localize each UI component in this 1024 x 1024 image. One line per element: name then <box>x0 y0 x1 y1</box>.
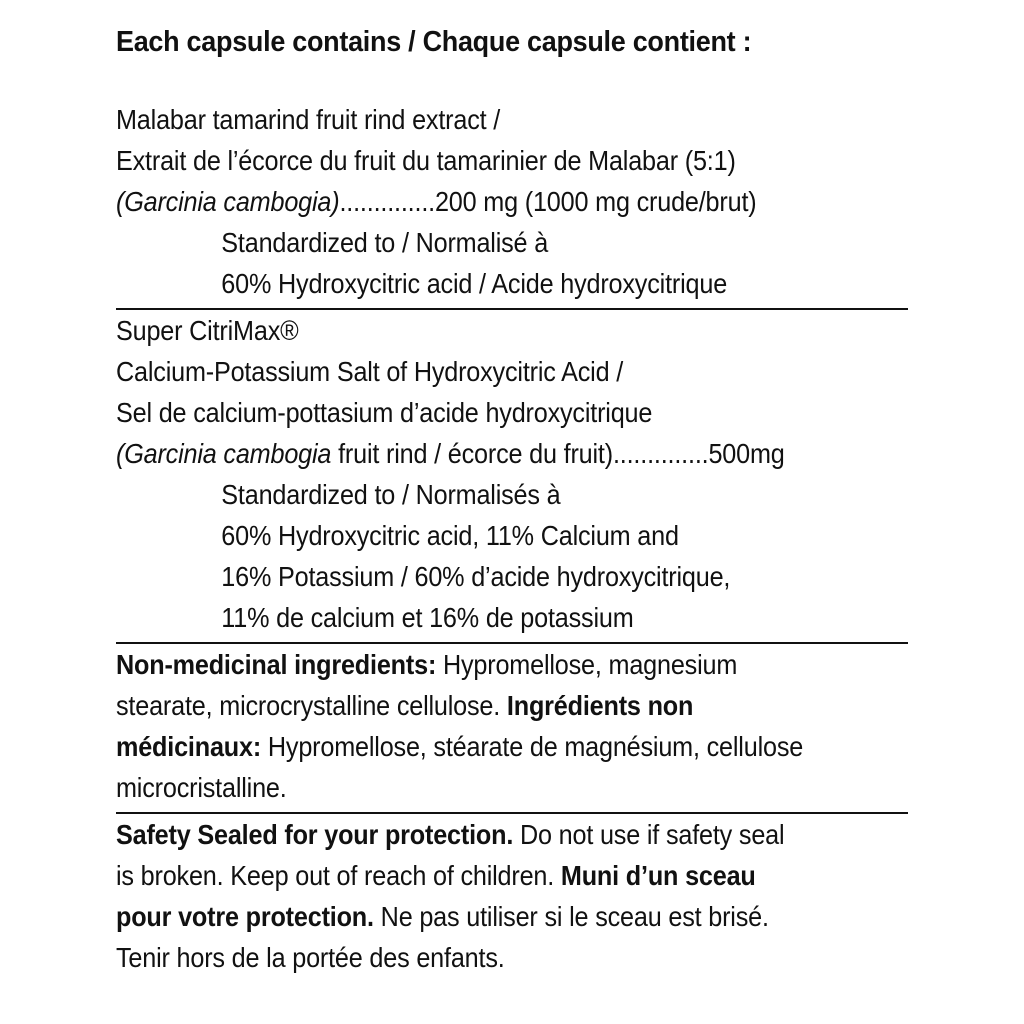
ingredient-malabar-tamarind <box>116 99 916 304</box>
ingredient-amount: fruit rind / écorce du fruit)..............500mg <box>331 438 785 469</box>
supplement-facts-label <box>116 22 916 978</box>
ingredient-name-en: Malabar tamarind fruit rind extract / <box>116 104 501 135</box>
standardization-line: Standardized to / Normalisé à <box>221 227 549 258</box>
standardization-line: 60% Hydroxycitric acid / Acide hydroxycitrique <box>221 268 728 299</box>
ingredient-super-citrimax <box>116 310 916 638</box>
safety-statement: Safety Sealed for your protection. Do not use if safety seal is broken. Keep out of reach of children. Muni d’un sceau pour votre protection. Ne pas utiliser si le sceau est brisé. Tenir hors de la portée des enfants. <box>116 819 785 973</box>
ingredient-brand-name: Super CitriMax® <box>116 315 299 346</box>
non-medicinal-heading-en: Non-medicinal ingredients: <box>116 649 437 680</box>
safety-heading-fr: Muni d’un sceau <box>560 860 756 891</box>
ingredient-name-fr: Extrait de l’écorce du fruit du tamarinier de Malabar (5:1) <box>116 145 736 176</box>
standardization-line: 16% Potassium / 60% d’acide hydroxycitrique, <box>221 561 731 592</box>
label-heading: Each capsule contains / Chaque capsule contient : <box>116 26 752 58</box>
standardization-line: 11% de calcium et 16% de potassium <box>221 602 634 633</box>
ingredient-name-fr: Sel de calcium-pottasium d’acide hydroxycitrique <box>116 397 653 428</box>
ingredient-amount-line <box>116 181 836 222</box>
ingredient-amount: ..............200 mg (1000 mg crude/brut) <box>339 186 757 217</box>
standardization-line: Standardized to / Normalisés à <box>221 479 561 510</box>
botanical-name: (Garcinia cambogia) <box>116 186 340 217</box>
ingredient-amount-line <box>116 433 836 474</box>
non-medicinal-heading-fr: Ingrédients non <box>506 690 694 721</box>
safety-heading-en: Safety Sealed for your protection. <box>116 819 514 850</box>
standardization-line: 60% Hydroxycitric acid, 11% Calcium and <box>221 520 679 551</box>
ingredient-name-en: Calcium-Potassium Salt of Hydroxycitric Acid / <box>116 356 624 387</box>
botanical-name: (Garcinia cambogia <box>116 438 332 469</box>
non-medicinal-ingredients: Non-medicinal ingredients: Hypromellose, magnesium stearate, microcrystalline cellulose. Ingrédients non médicinaux: Hypromellose, stéarate de magnésium, cellulose microcristalline. <box>116 649 804 803</box>
